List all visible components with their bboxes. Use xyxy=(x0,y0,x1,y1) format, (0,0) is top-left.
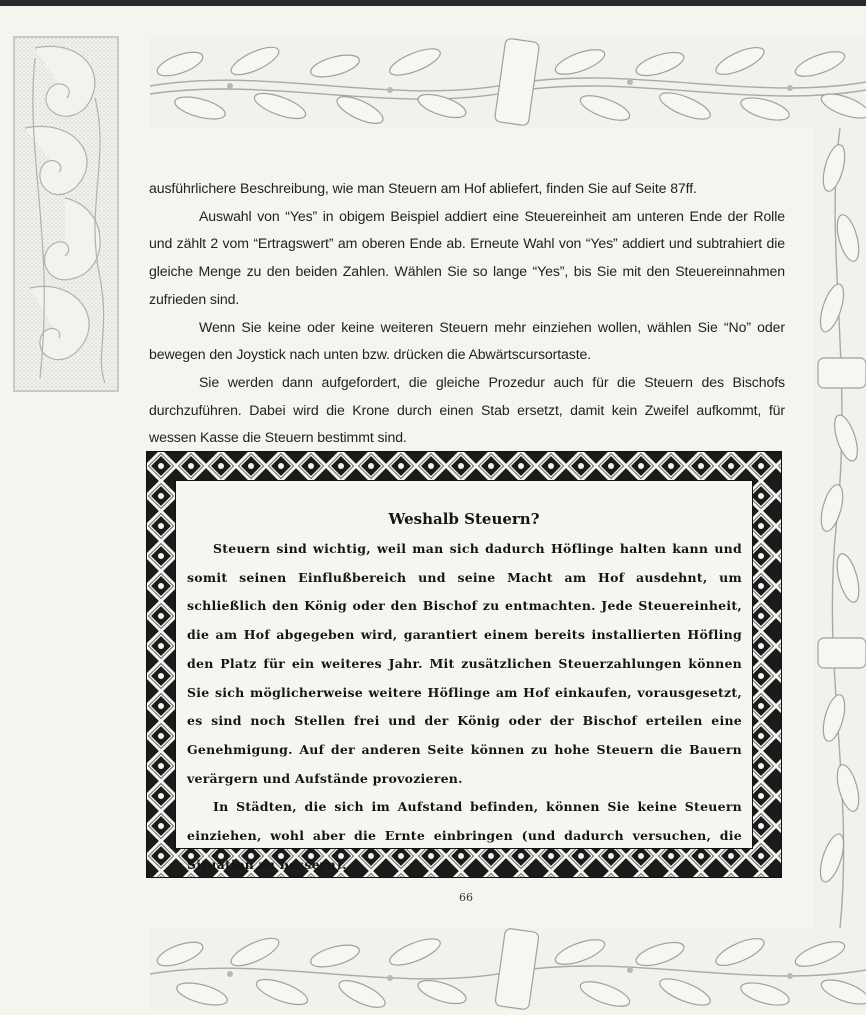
sidebar-box-text xyxy=(187,535,742,879)
acanthus-scroll-ornament-icon xyxy=(13,36,119,392)
paragraph-3: Wenn Sie keine oder keine weiteren Steuern mehr einziehen wollen, wählen Sie “No” oder bewegen den Joystick nach unten bzw. drücken die Abwärtscursortaste. xyxy=(149,318,785,363)
laurel-leaf-border-top-icon xyxy=(150,36,866,128)
page-top-edge xyxy=(0,0,866,6)
paragraph-4: Sie werden dann aufgefordert, die gleiche Prozedur auch für die Steuern des Bischofs durchzuführen. Dabei wird die Krone durch einen Stab ersetzt, damit kein Zweifel aufkommt, für wessen Kasse die Steuern bestimmt sind. xyxy=(149,373,785,446)
page-number: 66 xyxy=(459,891,473,904)
laurel-leaf-border-bottom-icon xyxy=(150,928,866,1010)
sidebar-paragraph-2: In Städten, die sich im Aufstand befinden, können Sie keine Steuern einziehen, wohl aber die Ernte einbringen (und dadurch versuchen, die Situation zu bessern). xyxy=(187,799,742,872)
body-text xyxy=(149,175,785,452)
sidebar-paragraph-1: Steuern sind wichtig, weil man sich dadurch Höflinge halten kann und somit seinen Einflußbereich und seine Macht am Hof ausdehnt, um schließlich den König oder den Bischof zu entmachten. Jede Steuereinheit, die am Hof abgegeben wird, garantiert einem bereits installierten Höfling den Platz für ein weiteres Jahr. Mit zusätzlichen Steuerzahlungen können Sie sich möglicherweise weitere Höflinge am Hof einkaufen, vorausgesetzt, es sind noch Stellen frei und der König oder der Bischof erteilen eine Genehmigung. Auf der anderen Seite können zu hohe Steuern die Bauern verärgern und Aufstände provozieren. xyxy=(187,541,742,786)
paragraph-1: ausführlichere Beschreibung, wie man Steuern am Hof abliefert, finden Sie auf Seite 87ff. xyxy=(149,180,697,196)
sidebar-box-title: Weshalb Steuern? xyxy=(388,510,540,528)
paragraph-2: Auswahl von “Yes” in obigem Beispiel addiert eine Steuereinheit am unteren Ende der Rolle und zählt 2 vom “Ertragswert” am oberen Ende ab. Erneute Wahl von “Yes” addiert und subtrahiert die gleiche Menge zu den beiden Zahlen. Wählen Sie so lange “Yes”, bis Sie mit den Steuereinnahmen zufrieden sind. xyxy=(149,207,785,307)
laurel-leaf-border-right-icon xyxy=(814,128,866,928)
